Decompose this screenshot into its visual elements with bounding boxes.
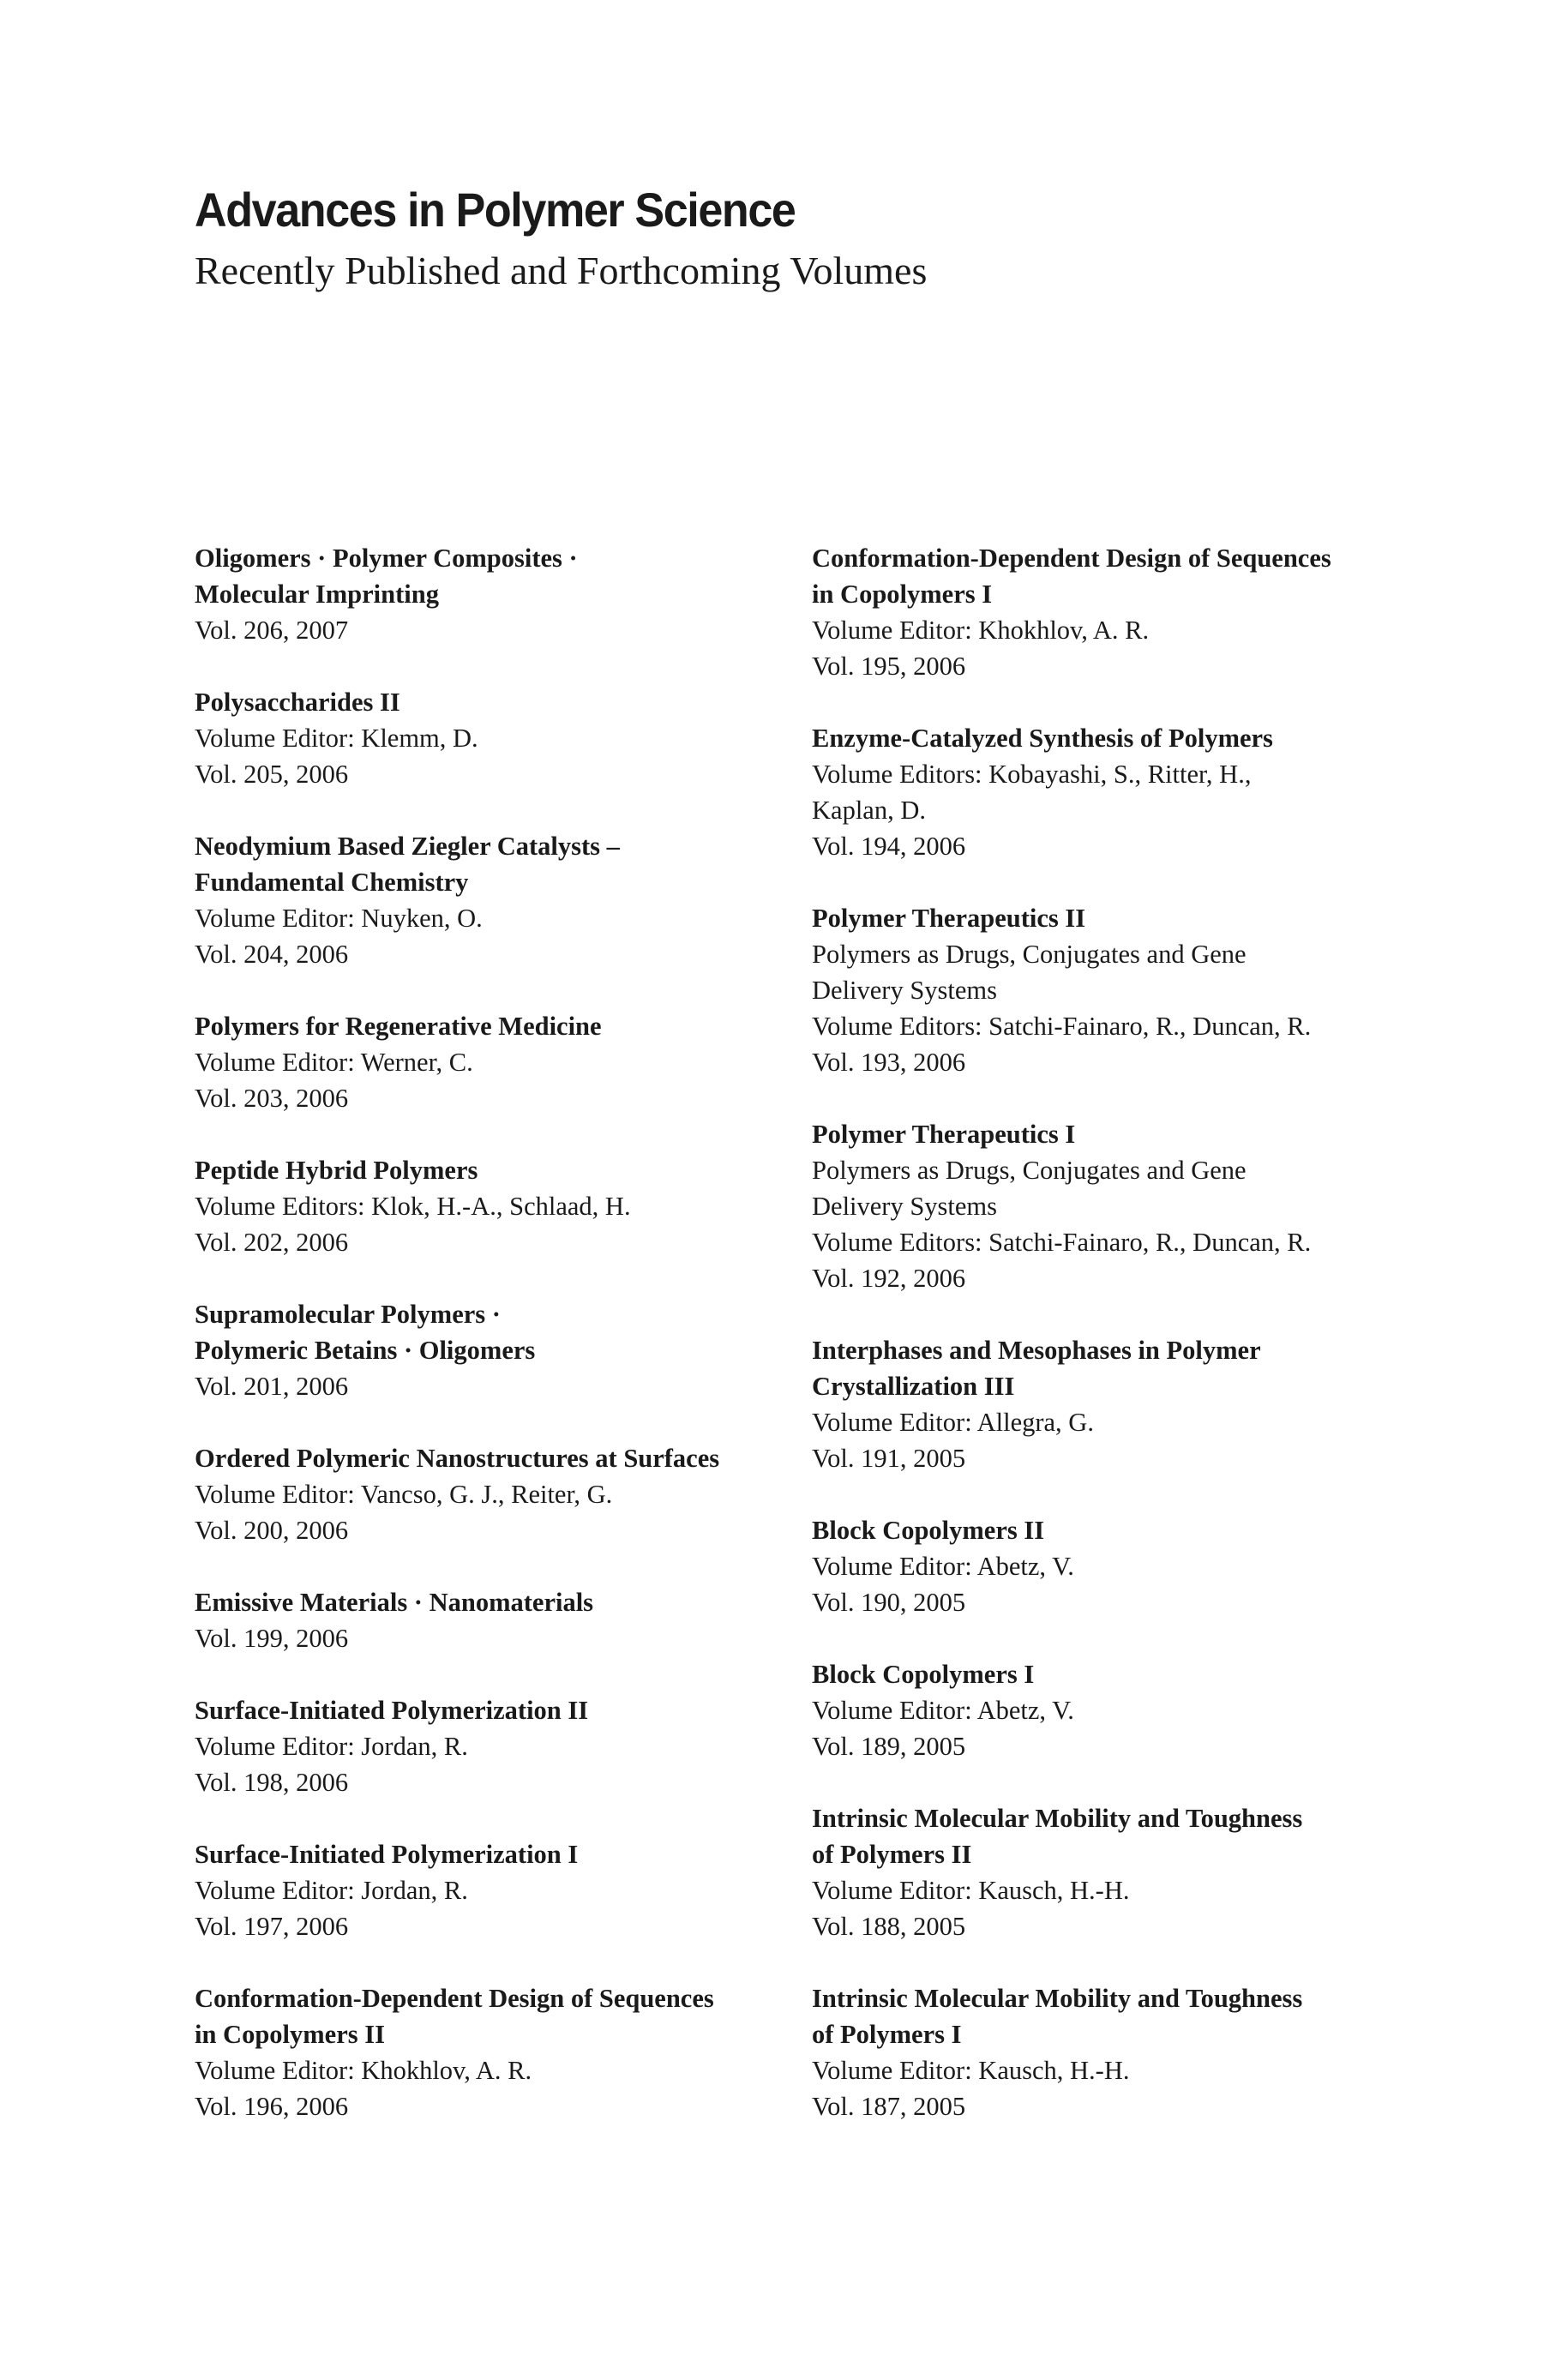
volume-editor: Volume Editor: Kausch, H.-H.	[812, 2056, 1130, 2085]
volume-subtitle: Polymers as Drugs, Conjugates and Gene Delivery Systems	[812, 1156, 1247, 1221]
volume-title: Polymer Therapeutics II	[812, 904, 1086, 933]
volume-number: Vol. 194, 2006	[812, 832, 966, 861]
volume-title: Oligomers · Polymer Composites · Molecular Imprinting	[195, 544, 578, 609]
volume-title: Enzyme-Catalyzed Synthesis of Polymers	[812, 724, 1273, 753]
volume-title: Emissive Materials · Nanomaterials	[195, 1588, 594, 1617]
volume-number: Vol. 206, 2007	[195, 616, 349, 645]
volume-entry	[812, 1116, 1412, 1296]
volume-editor: Volume Editors: Kobayashi, S., Ritter, H., Kaplan, D.	[812, 760, 1252, 825]
volume-title: Neodymium Based Ziegler Catalysts – Fundamental Chemistry	[195, 832, 620, 897]
volume-editor: Volume Editor: Khokhlov, A. R.	[195, 2056, 532, 2085]
volume-list-right	[812, 540, 1412, 2160]
volume-number: Vol. 191, 2005	[812, 1444, 966, 1473]
volume-number: Vol. 199, 2006	[195, 1624, 349, 1653]
volume-entry	[812, 540, 1412, 684]
volume-editor: Volume Editor: Abetz, V.	[812, 1552, 1074, 1581]
volume-number: Vol. 204, 2006	[195, 940, 349, 969]
volume-editor: Volume Editor: Klemm, D.	[195, 724, 478, 753]
volume-entry	[195, 1008, 795, 1116]
volume-number: Vol. 195, 2006	[812, 652, 966, 681]
volume-subtitle: Polymers as Drugs, Conjugates and Gene Delivery Systems	[812, 940, 1247, 1005]
volume-title: Supramolecular Polymers · Polymeric Betains · Oligomers	[195, 1300, 536, 1365]
volume-entry	[195, 1836, 795, 1944]
volume-title: Surface-Initiated Polymerization I	[195, 1840, 579, 1869]
volume-number: Vol. 192, 2006	[812, 1264, 966, 1293]
volume-title: Intrinsic Molecular Mobility and Toughness of Polymers I	[812, 1984, 1303, 2049]
volume-entry	[195, 1692, 795, 1800]
volume-editor: Volume Editors: Klok, H.-A., Schlaad, H.	[195, 1192, 631, 1221]
volume-editor: Volume Editors: Satchi-Fainaro, R., Duncan, R.	[812, 1228, 1312, 1257]
volume-entry	[812, 1656, 1412, 1764]
volume-entry	[195, 1152, 795, 1260]
volume-title: Polymer Therapeutics I	[812, 1120, 1076, 1149]
volume-entry	[812, 1800, 1412, 1944]
volume-entry	[195, 1296, 795, 1404]
volume-number: Vol. 196, 2006	[195, 2092, 349, 2121]
volume-title: Conformation-Dependent Design of Sequences in Copolymers II	[195, 1984, 714, 2049]
volume-editor: Volume Editor: Jordan, R.	[195, 1876, 468, 1905]
volume-entry	[195, 828, 795, 972]
volume-entry	[812, 1980, 1412, 2124]
volume-title: Surface-Initiated Polymerization II	[195, 1696, 589, 1725]
volume-editor: Volume Editor: Jordan, R.	[195, 1732, 468, 1761]
volume-title: Polysaccharides II	[195, 688, 400, 717]
volume-title: Block Copolymers I	[812, 1660, 1035, 1689]
volume-number: Vol. 202, 2006	[195, 1228, 349, 1257]
volume-editor: Volume Editor: Khokhlov, A. R.	[812, 616, 1150, 645]
volume-editor: Volume Editor: Werner, C.	[195, 1048, 473, 1077]
volume-entry	[195, 540, 795, 648]
volume-editor: Volume Editor: Abetz, V.	[812, 1696, 1074, 1725]
volume-number: Vol. 189, 2005	[812, 1732, 966, 1761]
volume-number: Vol. 203, 2006	[195, 1084, 349, 1113]
volume-number: Vol. 197, 2006	[195, 1912, 349, 1941]
volume-number: Vol. 201, 2006	[195, 1372, 349, 1401]
series-title: Advances in Polymer Science	[195, 183, 796, 237]
volume-number: Vol. 200, 2006	[195, 1516, 349, 1545]
volume-title: Intrinsic Molecular Mobility and Toughness of Polymers II	[812, 1804, 1303, 1869]
volume-editor: Volume Editor: Vancso, G. J., Reiter, G.	[195, 1480, 613, 1509]
volume-entry	[195, 1980, 795, 2124]
volume-title: Conformation-Dependent Design of Sequences in Copolymers I	[812, 544, 1331, 609]
volume-number: Vol. 188, 2005	[812, 1912, 966, 1941]
volume-entry	[812, 1512, 1412, 1620]
volume-title: Block Copolymers II	[812, 1516, 1045, 1545]
volume-entry	[812, 720, 1412, 864]
series-subtitle: Recently Published and Forthcoming Volumes	[195, 249, 928, 292]
volume-title: Ordered Polymeric Nanostructures at Surfaces	[195, 1444, 720, 1473]
volume-editor: Volume Editor: Kausch, H.-H.	[812, 1876, 1130, 1905]
volume-entry	[812, 1332, 1412, 1476]
volume-number: Vol. 193, 2006	[812, 1048, 966, 1077]
volume-editor: Volume Editor: Allegra, G.	[812, 1408, 1094, 1437]
volume-number: Vol. 190, 2005	[812, 1588, 966, 1617]
page-header	[195, 182, 927, 295]
volume-entry	[195, 684, 795, 792]
volume-editor: Volume Editor: Nuyken, O.	[195, 904, 483, 933]
volume-entry	[195, 1584, 795, 1656]
volume-list-left	[195, 540, 795, 2160]
volume-title: Polymers for Regenerative Medicine	[195, 1012, 602, 1041]
volume-title: Interphases and Mesophases in Polymer Crystallization III	[812, 1336, 1261, 1401]
volume-number: Vol. 198, 2006	[195, 1768, 349, 1797]
volume-entry	[812, 900, 1412, 1080]
volume-number: Vol. 187, 2005	[812, 2092, 966, 2121]
volume-entry	[195, 1440, 795, 1548]
volume-editor: Volume Editors: Satchi-Fainaro, R., Duncan, R.	[812, 1012, 1312, 1041]
volume-number: Vol. 205, 2006	[195, 760, 349, 789]
volume-title: Peptide Hybrid Polymers	[195, 1156, 478, 1185]
